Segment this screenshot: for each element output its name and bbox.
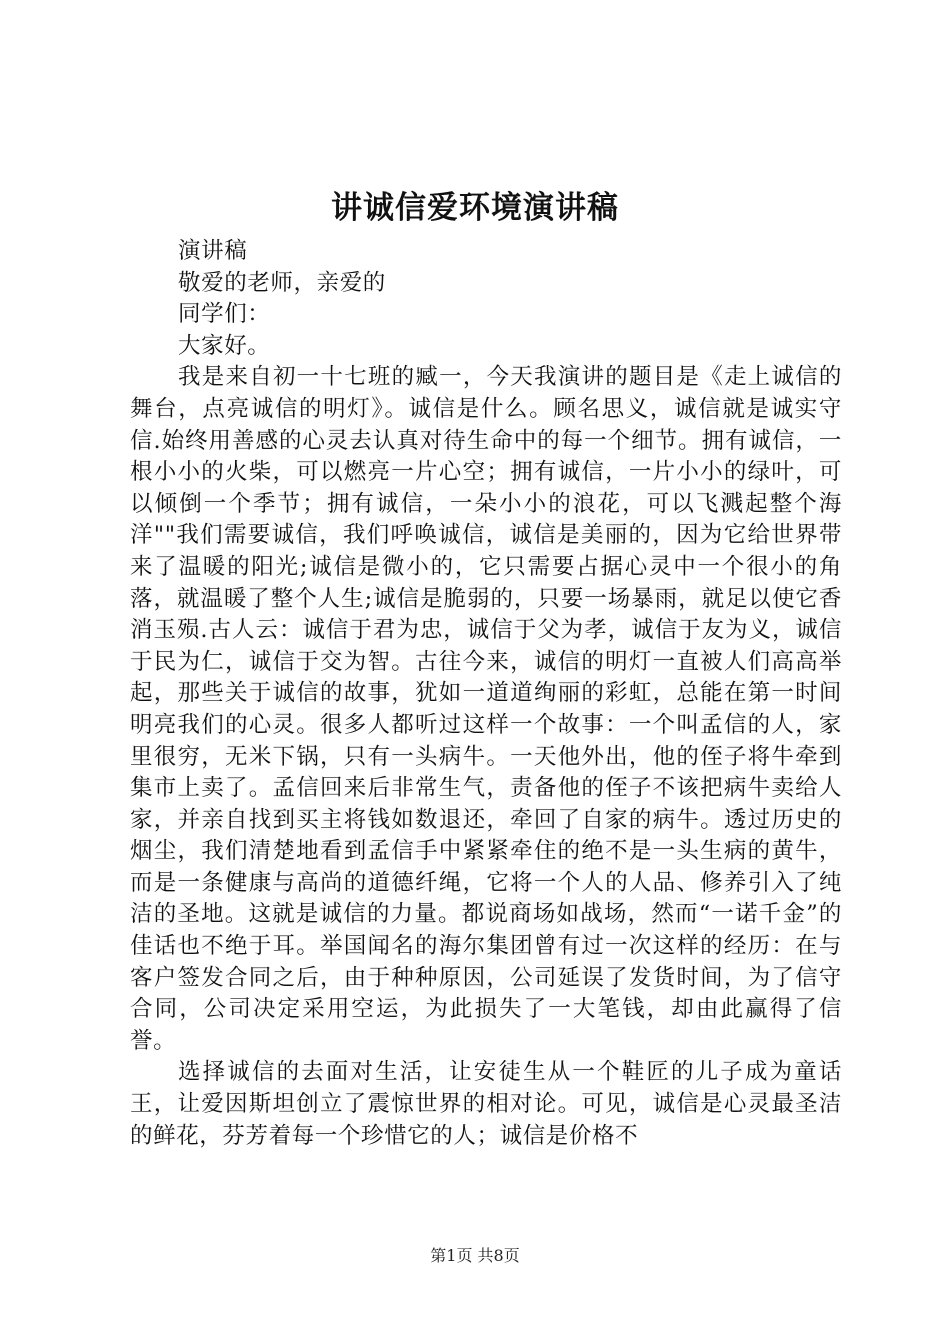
document-title: 讲诚信爱环境演讲稿 (331, 190, 619, 226)
paragraph-conclusion: 选择诚信的去面对生活，让安徒生从一个鞋匠的儿子成为童话王，让爱因斯坦创立了震惊世界的相对论。可见，诚信是心灵最圣洁的鲜花，芬芳着每一个珍惜它的人；诚信是价格不 (130, 1059, 842, 1149)
page-footer: 第1页 共8页 (430, 1246, 520, 1265)
paragraph-greeting: 大家好。 (178, 332, 271, 359)
paragraph-main: 我是来自初一十七班的臧一，今天我演讲的题目是《走上诚信的舞台，点亮诚信的明灯》。诚信是什么。顾名思义，诚信就是诚实守信.始终用善感的心灵去认真对待生命中的每一个细节。拥有诚信，一根小小的火柴，可以燃亮一片心空；拥有诚信，一片小小的绿叶，可以倾倒一个季节；拥有诚信，一朵小小的浪花，可以飞溅起整个海洋""我们需要诚信，我们呼唤诚信，诚信是美丽的，因为它给世界带来了温暖的阳光;诚信是微小的，它只需要占据心灵中一个很小的角落，就温暖了整个人生;诚信是脆弱的，只要一场暴雨，就足以使它香消玉殒.古人云：诚信于君为忠，诚信于父为孝，诚信于友为义，诚信于民为仁，诚信于交为智。古往今来，诚信的明灯一直被人们高高举起，那些关于诚信的故事，犹如一道道绚丽的彩虹，总能在第一时间明亮我们的心灵。很多人都听过这样一个故事：一个叫孟信的人，家里很穷，无米下锅，只有一头病牛。一天他外出，他的侄子将牛牵到集市上卖了。孟信回来后非常生气，责备他的侄子不该把病牛卖给人家，并亲自找到买主将钱如数退还，牵回了自家的病牛。透过历史的烟尘，我们清楚地看到孟信手中紧紧牵住的绝不是一头生病的黄牛，而是一条健康与高尚的道德纤绳，它将一个人的人品、修养引入了纯洁的圣地。这就是诚信的力量。都说商场如战场，然而“一诺千金”的佳话也不绝于耳。举国闻名的海尔集团曾有过一次这样的经历：在与客户签发合同之后，由于种种原因，公司延误了发货时间，为了信守合同，公司决定采用空运，为此损失了一大笔钱，却由此赢得了信誉。 (130, 364, 842, 1054)
paragraph-salutation-cont: 同学们： (178, 301, 271, 328)
paragraph-heading: 演讲稿 (178, 238, 248, 264)
paragraph-salutation: 敬爱的老师，亲爱的 (178, 269, 386, 296)
document-body (130, 236, 842, 1152)
